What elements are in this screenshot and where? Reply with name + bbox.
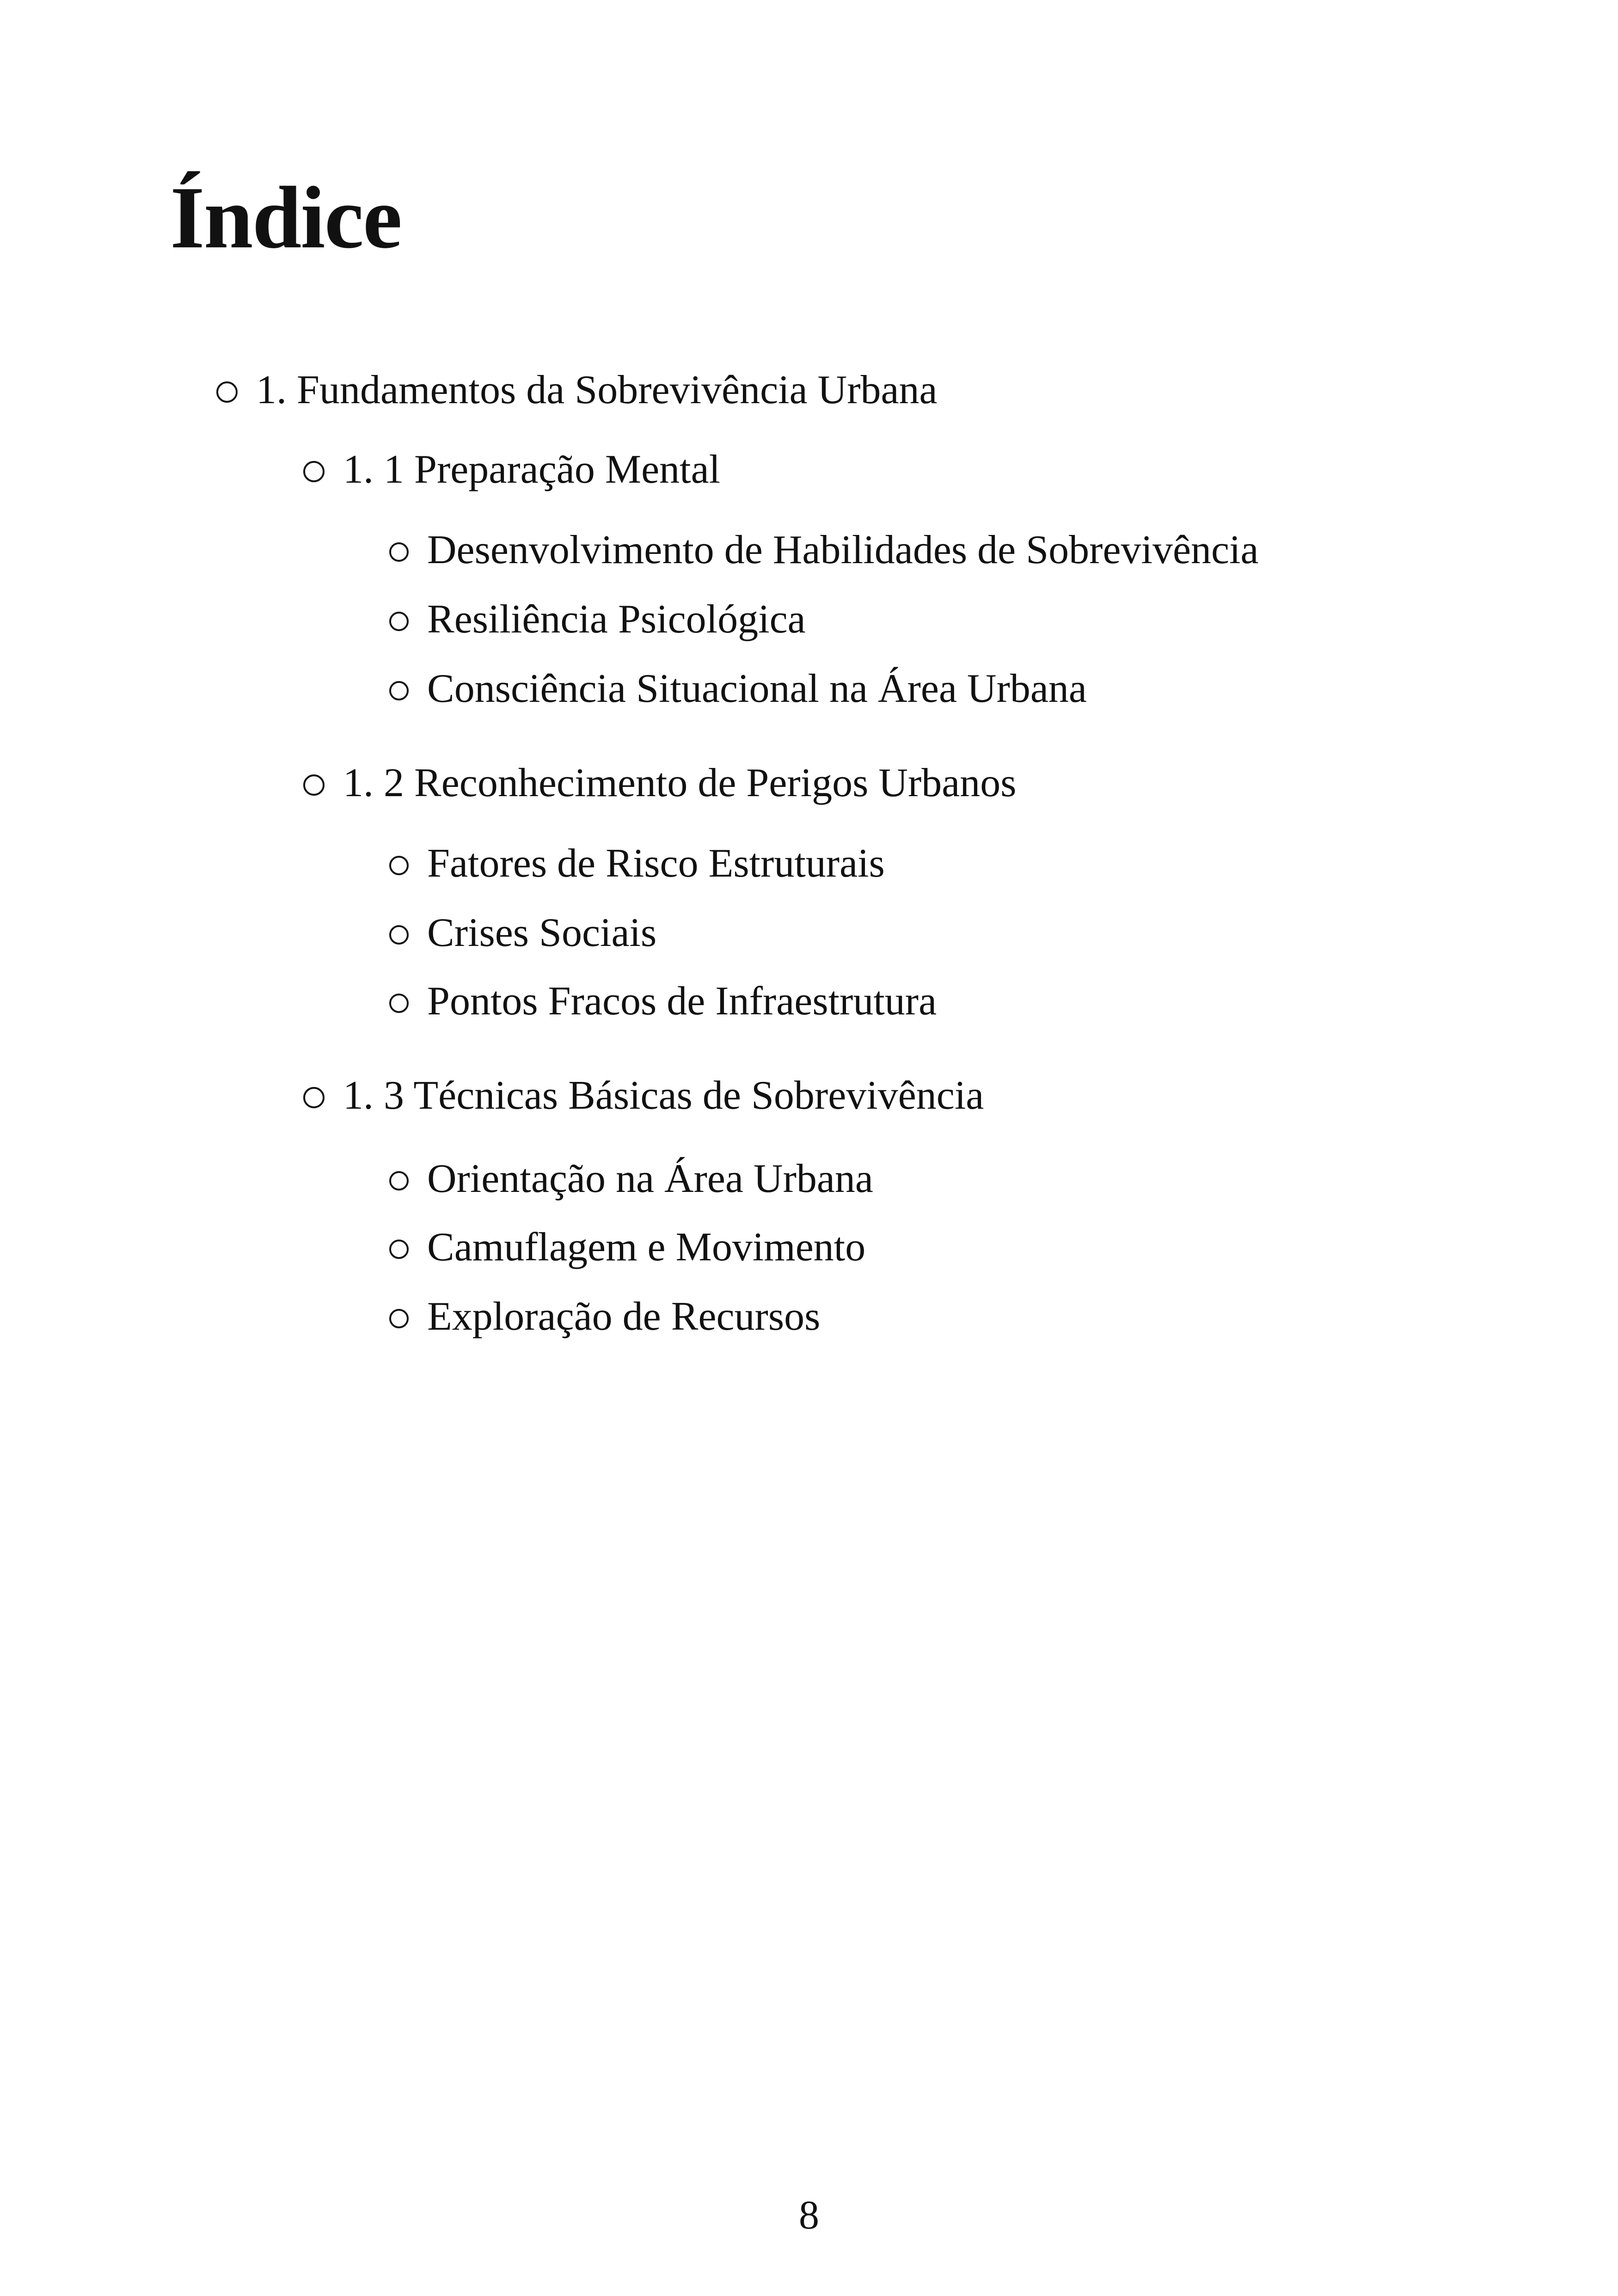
toc-entry-label: Consciência Situacional na Área Urbana — [427, 666, 1087, 711]
toc-entry-item[interactable] — [389, 530, 1259, 571]
toc-entry-label: Desenvolvimento de Habilidades de Sobrevivência — [427, 528, 1259, 572]
hollow-circle-bullet-icon — [389, 1171, 409, 1191]
toc-entry-label: 1. Fundamentos da Sobrevivência Urbana — [256, 368, 938, 412]
hollow-circle-bullet-icon — [389, 612, 409, 631]
hollow-circle-bullet-icon — [303, 461, 325, 482]
hollow-circle-bullet-icon — [389, 856, 409, 875]
hollow-circle-bullet-icon — [389, 925, 409, 945]
hollow-circle-bullet-icon — [216, 381, 238, 403]
toc-entry-subsection-1-1[interactable] — [303, 449, 720, 490]
toc-entry-item[interactable] — [389, 843, 885, 884]
toc-entry-item[interactable] — [389, 1227, 865, 1268]
toc-entry-label: Exploração de Recursos — [427, 1294, 821, 1339]
page-title: Índice — [170, 168, 402, 267]
hollow-circle-bullet-icon — [389, 542, 409, 562]
toc-entry-label: Orientação na Área Urbana — [427, 1156, 873, 1201]
toc-entry-subsection-1-3[interactable] — [303, 1075, 984, 1116]
page-number: 8 — [799, 2193, 819, 2238]
toc-entry-label: Pontos Fracos de Infraestrutura — [427, 979, 937, 1024]
toc-entry-item[interactable] — [389, 981, 937, 1022]
toc-entry-label: 1. 2 Reconhecimento de Perigos Urbanos — [343, 761, 1017, 805]
toc-entry-item[interactable] — [389, 1156, 873, 1201]
hollow-circle-bullet-icon — [303, 1087, 325, 1108]
toc-entry-section-1[interactable] — [216, 370, 938, 411]
hollow-circle-bullet-icon — [303, 774, 325, 796]
toc-entry-item[interactable] — [389, 910, 657, 955]
toc-entry-item[interactable] — [389, 599, 806, 640]
toc-entry-item[interactable] — [389, 1296, 820, 1337]
hollow-circle-bullet-icon — [389, 1309, 409, 1328]
toc-entry-label: 1. 3 Técnicas Básicas de Sobrevivência — [343, 1073, 984, 1118]
toc-entry-label: Camuflagem e Movimento — [427, 1225, 866, 1270]
hollow-circle-bullet-icon — [389, 1240, 409, 1259]
toc-entry-label: 1. 1 Preparação Mental — [343, 447, 721, 492]
toc-entry-label: Resiliência Psicológica — [427, 597, 806, 642]
toc-entry-label: Crises Sociais — [427, 910, 657, 955]
toc-entry-subsection-1-2[interactable] — [303, 763, 1017, 804]
toc-entry-label: Fatores de Risco Estruturais — [427, 841, 885, 886]
toc-entry-item[interactable] — [389, 666, 1087, 711]
hollow-circle-bullet-icon — [389, 994, 409, 1013]
hollow-circle-bullet-icon — [389, 681, 409, 700]
